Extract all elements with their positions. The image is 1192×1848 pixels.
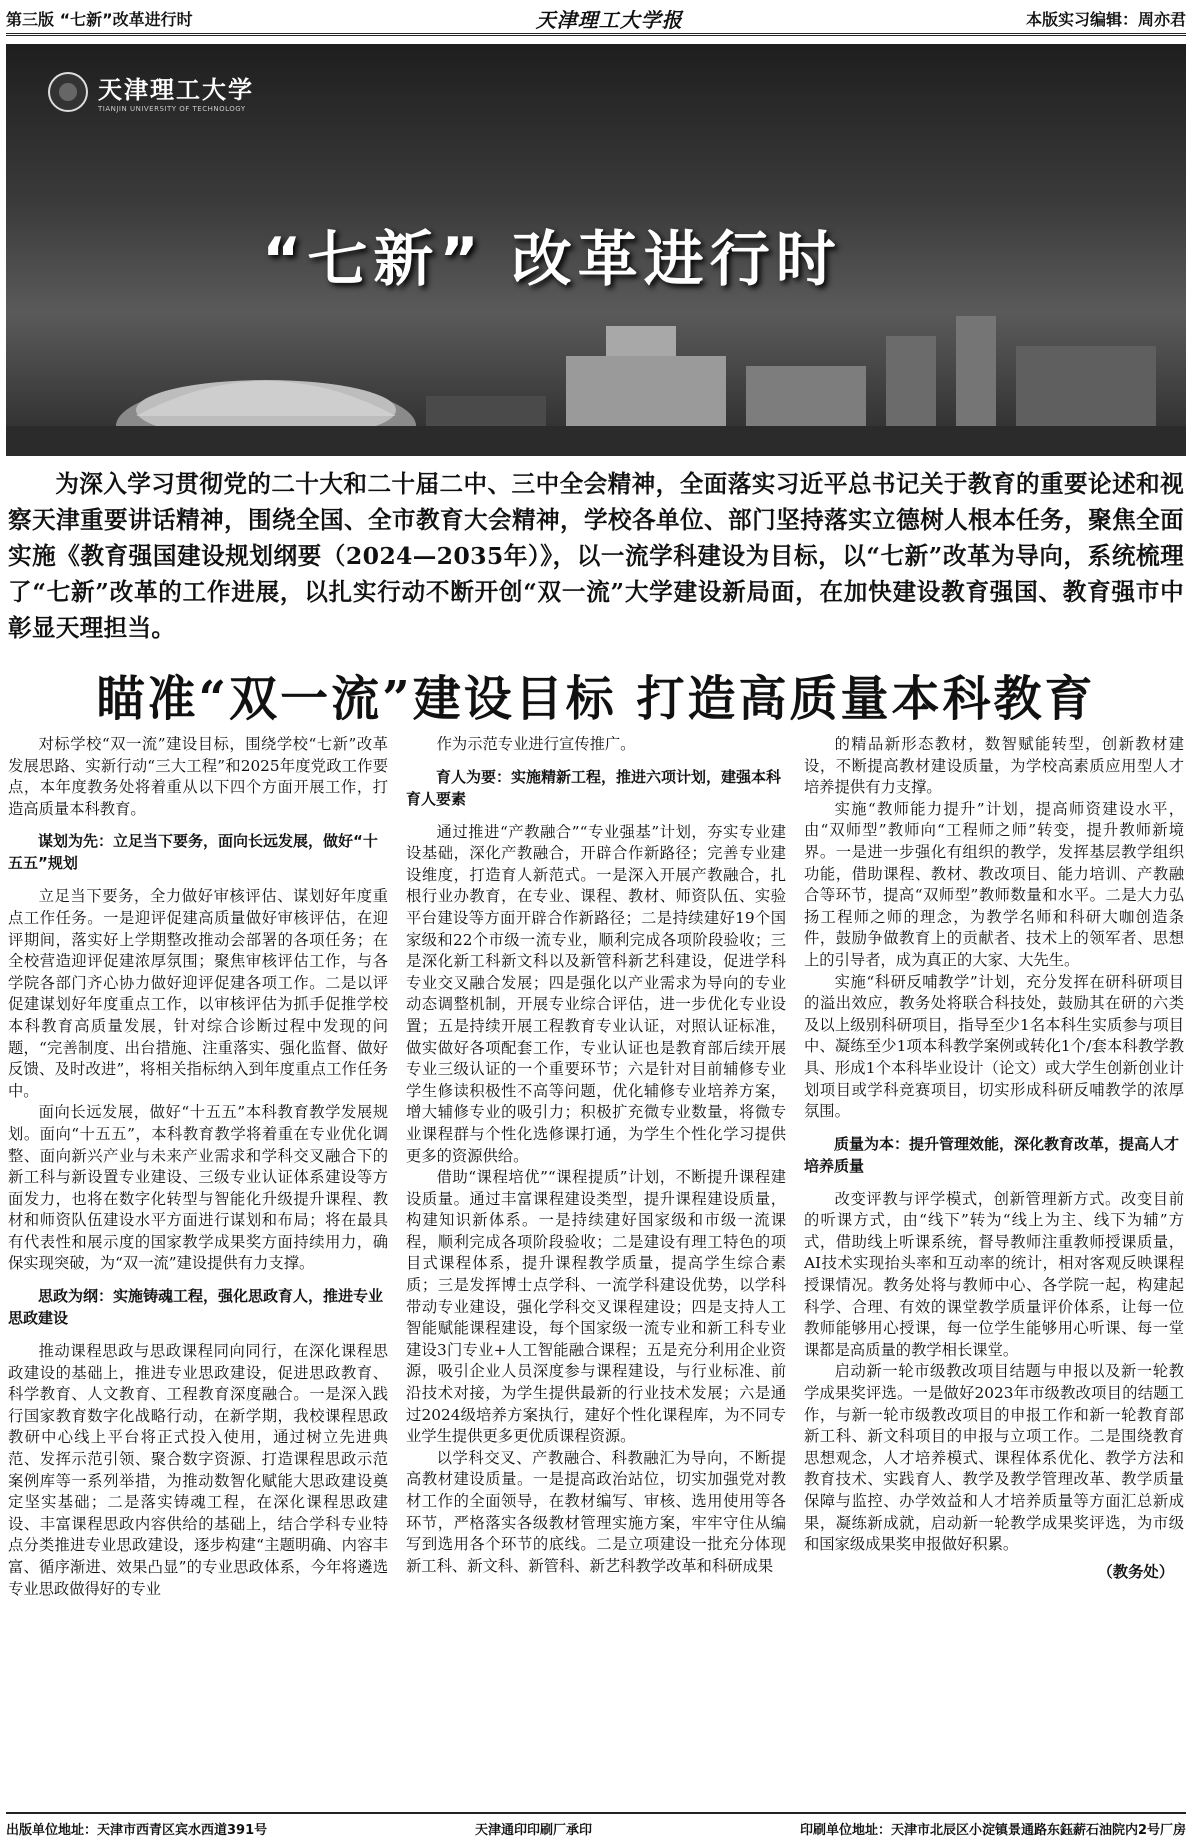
paragraph: 实施“教师能力提升”计划，提高师资建设水平，由“双师型”教师向“工程师之师”转变，提升教师新境界。一是进一步强化有组织的教学，发挥基层教学组织功能，借助课程、教材、教改项目、能力培训、产教融合等环节，提高“双师型”教师数量和水平。二是大力弘扬工程师之师的理念，为教学名师和科研大咖创造条件，鼓励争做教育上的贡献者、技术上的领军者、思想上的引导者，成为真正的大家、大先生。 [804,799,1184,969]
printer-name: 天津通印印刷厂承印 [475,1822,593,1838]
paragraph: 改变评教与评学模式，创新管理新方式。改变目前的听课方式，由“线下”转为“线上为主、线下为辅”方式，借助线上听课系统，督导教师注重教师授课质量，AI技术实现抬头率和互动率的统计，相对客观反映课程授课情况。教务处将与教师中心、各学院一起，构建起科学、合理、有效的课堂教学质量评价体系，让每一位教师能够用心授课，每一位学生能够用心听课、每一堂课都是高质量的教学相长课堂。 [804,1189,1184,1359]
section-heading: 育人为要：实施精新工程，推进六项计划，建强本科育人要素 [406,767,782,808]
paragraph: 的精品新形态教材，数智赋能转型，创新教材建设，不断提高教材建设质量，为学校高素质应用型人才培养提供有力支撑。 [804,735,1184,797]
article-body [8,734,1184,1804]
publisher-address: 出版单位地址：天津市西青区宾水西道391号 [6,1822,268,1838]
paragraph: 以学科交叉、产教融合、科教融汇为导向，不断提高教材建设质量。一是提高政治站位，切实加强党对教材工作的全面领导，在教材编写、审核、选用使用等各环节，严格落实各级教材管理实施方案，牢牢守住从编写到选用各个环节的底线。二是立项建设一批充分体现新工科、新文科、新管科、新艺科教学改革和科研成果 [406,1448,786,1575]
column-2 [406,734,786,1804]
lead-paragraph: 为深入学习贯彻党的二十大和二十届二中、三中全会精神，全面落实习近平总书记关于教育的重要论述和视察天津重要讲话精神，围绕全国、全市教育大会精神，学校各单位、部门坚持落实立德树人根本任务，聚焦全面实施《教育强国建设规划纲要（2024—2035年）》，以一流学科建设为目标，以“七新”改革为导向，系统梳理了“七新”改革的工作进展，以扎实行动不断开创“双一流”大学建设新局面，在加快建设教育强国、教育强市中彰显天理担当。 [8,470,1184,642]
printer-address: 印刷单位地址：天津市北辰区小淀镇景通路东鈺薪石油院内2号厂房 [799,1822,1186,1838]
masthead [6,4,1186,36]
article-title: 瞄准“双一流”建设目标 打造高质量本科教育 [96,671,1096,727]
banner-image [6,44,1186,456]
column-1 [8,734,388,1804]
banner-headline: “七新” 改革进行时 [262,225,842,295]
section-heading: 质量为本：提升管理效能，深化教育改革，提高人才培养质量 [804,1134,1180,1175]
paragraph: 通过推进“产教融合”“专业强基”计划，夯实专业建设基础，深化产教融合，开辟合作新路径；完善专业建设维度，打造育人新范式。一是深入开展产教融合，扎根行业办教育，在专业、课程、教材、师资队伍、实验平台建设等方面开辟合作新路径；二是持续建好19个国家级和22个市级一流专业，顺利完成各项阶段验收；三是深化新工科新文科以及新管科新艺科建设，促进学科专业交叉融合发展；四是强化以产业需求为导向的专业动态调整机制，开展专业综合评估，进一步优化专业设置；五是持续开展工程教育专业认证，对照认证标准，做实做好各项配套工作，专业认证也是教育部后续开展专业三级认证的一个重要环节；六是针对目前辅修专业学生修读积极性不高等问题，优化辅修专业培养方案，增大辅修专业的吸引力；积极扩充微专业数量，将微专业课程群与个性化选修课打通，为学生个性化学习提供更多的资源供给。 [406,822,786,1165]
university-name-en: TIANJIN UNIVERSITY OF TECHNOLOGY [98,105,246,113]
paragraph: 对标学校“双一流”建设目标，围绕学校“七新”改革发展思路、实新行动“三大工程”和2025年度党政工作要点，本年度教务处将着重从以下四个方面开展工作，打造高质量本科教育。 [8,735,388,818]
paragraph: 推动课程思政与思政课程同向同行，在深化课程思政建设的基础上，推进专业思政建设，促进思政教育、科学教育、人文教育、工程教育深度融合。一是深入践行国家教育数字化战略行动，在新学期，我校课程思政教研中心线上平台将正式投入使用，通过树立先进典范、发挥示范引领、聚合数字资源、打造课程思政示范案例库等一系列举措，为推动数智化赋能大思政建设奠定坚实基础；二是落实铸魂工程，在深化课程思政建设、丰富课程思政内容供给的基础上，结合学科专业特点分类推进专业思政建设，逐步构建“主题明确、内容丰富、循序渐进、效果凸显”的专业思政体系，今年将遴选专业思政做得好的专业 [8,1342,388,1598]
section-heading: 思政为纲：实施铸魂工程，强化思政育人，推进专业思政建设 [8,1287,384,1328]
paragraph: 实施“科研反哺教学”计划，充分发挥在研科研项目的溢出效应，教务处将联合科技处，鼓励其在研的六类及以上级别科研项目，指导至少1名本科生实质参与项目中、凝练至少1项本科教学案例或转化1个/套本科教学教具、形成1个本科毕业设计（论文）或大学生创新创业计划项目或学科竞赛项目，切实形成科研反哺教学的浓厚氛围。 [804,972,1184,1121]
page-section-label: 第三版 “七新”改革进行时 [6,10,193,29]
paragraph: 借助“课程培优”“课程提质”计划，不断提升课程建设质量。通过丰富课程建设类型，提升课程建设质量，构建知识新体系。一是持续建好国家级和市级一流课程，顺利完成各项阶段验收；二是建设有理工特色的项目式课程体系，提升课程教学质量，提高学生综合素质；三是发挥博士点学科、一流学科建设优势，以学科带动专业建设，强化学科交叉课程建设；四是支持人工智能赋能课程建设，每个国家级一流专业和新工科专业建设3门专业+人工智能融合课程；五是充分利用企业资源，吸引企业人员深度参与课程建设，与行业标准、前沿技术对接，为学生提供最新的行业技术发展；六是通过2024级培养方案执行，建好个性化课程库，为不同专业学生提供更多更优质课程资源。 [406,1168,786,1446]
article-byline: （教务处） [1097,1562,1174,1581]
paragraph: 面向长远发展，做好“十五五”本科教育教学发展规划。面向“十五五”，本科教育教学将着重在专业优化调整、面向新兴产业与未来产业需求和学科交叉融合下的新工科与新设置专业建设、三级专业认证体系建设等方面发力，也将在数字化转型与智能化升级提升课程、教材和师资队伍建设水平方面进行谋划和布局；将在最具有代表性和展示度的国家教学成果奖方面持续用力，确保实现突破，为“双一流”建设提供有力支撑。 [8,1103,388,1273]
university-seal-icon [48,72,88,112]
paragraph: 启动新一轮市级教改项目结题与申报以及新一轮教学成果奖评选。一是做好2023年市级教改项目的结题工作，与新一轮市级教改项目的申报工作和新一轮教育部新工科、新文科项目的申报与立项工作。二是围绕教育思想观念，人才培养模式、课程体系优化、教学方法和教育技术、实践育人、教学及教学管理改革、教学质量保障与监控、办学效益和人才培养质量等方面汇总新成果，凝练新成就，启动新一轮教学成果奖评选，为市级和国家级成果奖申报做好积累。 [804,1362,1184,1554]
newspaper-name: 天津理工大学报 [535,8,683,32]
university-name: 天津理工大学 [98,75,254,104]
column-3 [804,734,1184,1804]
paragraph: 作为示范专业进行宣传推广。 [436,735,636,753]
campus-skyline-illustration [6,286,1186,456]
page-footer [6,1812,1186,1842]
editor-credit: 本版实习编辑：周亦君 [1025,10,1186,29]
paragraph: 立足当下要务，全力做好审核评估、谋划好年度重点工作任务。一是迎评促建高质量做好审核评估，在迎评期间，落实好上学期整改推动会部署的各项任务；在全校营造迎评促建浓厚氛围；聚焦审核评估工作，与各学院各部门齐心协力做好迎评促建各项工作。二是以评促建谋划好年度重点工作，以审核评估为抓手促推学校本科教育高质量发展，针对综合诊断过程中发现的问题，“完善制度、出台措施、注重落实、强化监督、做好反馈、及时改进”，将相关指标纳入到年度重点工作任务中。 [8,887,388,1100]
university-logo [48,70,254,113]
section-heading: 谋划为先：立足当下要务，面向长远发展，做好“十五五”规划 [8,832,378,873]
